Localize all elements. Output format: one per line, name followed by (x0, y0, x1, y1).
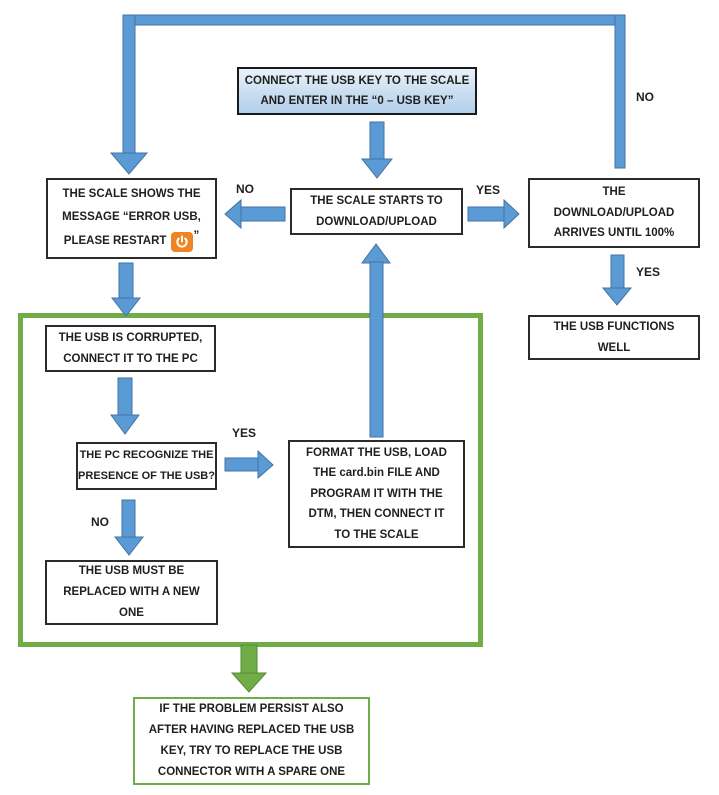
text-line: ARRIVES UNTIL 100% (553, 227, 675, 240)
label-yes-download: YES (476, 183, 501, 197)
node-scale-shows-error (46, 178, 217, 259)
text-line: DOWNLOAD/UPLOAD (553, 206, 675, 219)
text-line: WELL (597, 341, 631, 354)
power-icon-glyph (174, 234, 190, 250)
node-usb-functions-well (528, 315, 700, 360)
node-format-usb (288, 440, 465, 548)
text-line: PROGRAM IT WITH THE (310, 487, 443, 500)
node-problem-persist (133, 697, 370, 785)
label-yes-recognized: YES (232, 426, 257, 440)
text-line: KEY, TRY TO REPLACE THE USB (160, 745, 343, 757)
closing-quote: ” (193, 229, 200, 242)
label-no-loop: NO (636, 90, 654, 104)
text-line: DOWNLOAD/UPLOAD (316, 215, 437, 228)
node-pc-recognize-usb (76, 442, 217, 490)
text-line: THE USB IS CORRUPTED, (58, 331, 203, 344)
node-scale-starts-download (290, 188, 463, 235)
text-line: THE SCALE SHOWS THE (62, 187, 201, 200)
text-line: REPLACED WITH A NEW (63, 586, 200, 598)
node-connect-usb-key (237, 67, 477, 115)
text-fragment: PLEASE RESTART (63, 235, 167, 247)
text-line: THE USB MUST BE (78, 565, 185, 577)
text-line: DTM, THEN CONNECT IT (308, 508, 445, 521)
text-line: THE USB FUNCTIONS (553, 320, 675, 333)
node-usb-corrupted (45, 325, 216, 372)
label-no-recognized: NO (91, 515, 109, 529)
text-line: AFTER HAVING REPLACED THE USB (148, 724, 355, 736)
text-line: PRESENCE OF THE USB? (78, 470, 215, 482)
arrow-starts-to-error (225, 200, 285, 228)
node-replace-usb (45, 560, 218, 625)
text-line: THE (602, 186, 626, 199)
text-line: MESSAGE “ERROR USB, (62, 210, 201, 223)
power-icon (171, 232, 193, 252)
text-line: CONNECTOR WITH A SPARE ONE (157, 766, 346, 778)
text-line: CONNECT THE USB KEY TO THE SCALE (244, 75, 470, 87)
text-line: THE PC RECOGNIZE THE (79, 449, 214, 461)
label-no-error: NO (236, 182, 254, 196)
arrow-starts-to-arrives (468, 200, 519, 228)
arrow-arrives-to-functions (603, 255, 631, 305)
text-line-with-icon (64, 229, 199, 255)
text-line: CONNECT IT TO THE PC (63, 352, 198, 365)
label-yes-complete: YES (636, 265, 661, 279)
text-line: IF THE PROBLEM PERSIST ALSO (159, 703, 344, 715)
text-line: THE card.bin FILE AND (313, 467, 440, 480)
node-download-arrives-100 (528, 178, 700, 248)
text-line: TO THE SCALE (334, 528, 419, 541)
text-line: ONE (119, 607, 144, 619)
text-line: THE SCALE STARTS TO (310, 194, 443, 207)
text-line: AND ENTER IN THE “0 – USB KEY” (260, 95, 454, 107)
text-line: FORMAT THE USB, LOAD (306, 446, 447, 459)
arrow-green-region-to-persist (232, 645, 266, 692)
arrow-connect-to-starts (362, 122, 392, 178)
arrow-error-to-corrupted (112, 263, 140, 316)
